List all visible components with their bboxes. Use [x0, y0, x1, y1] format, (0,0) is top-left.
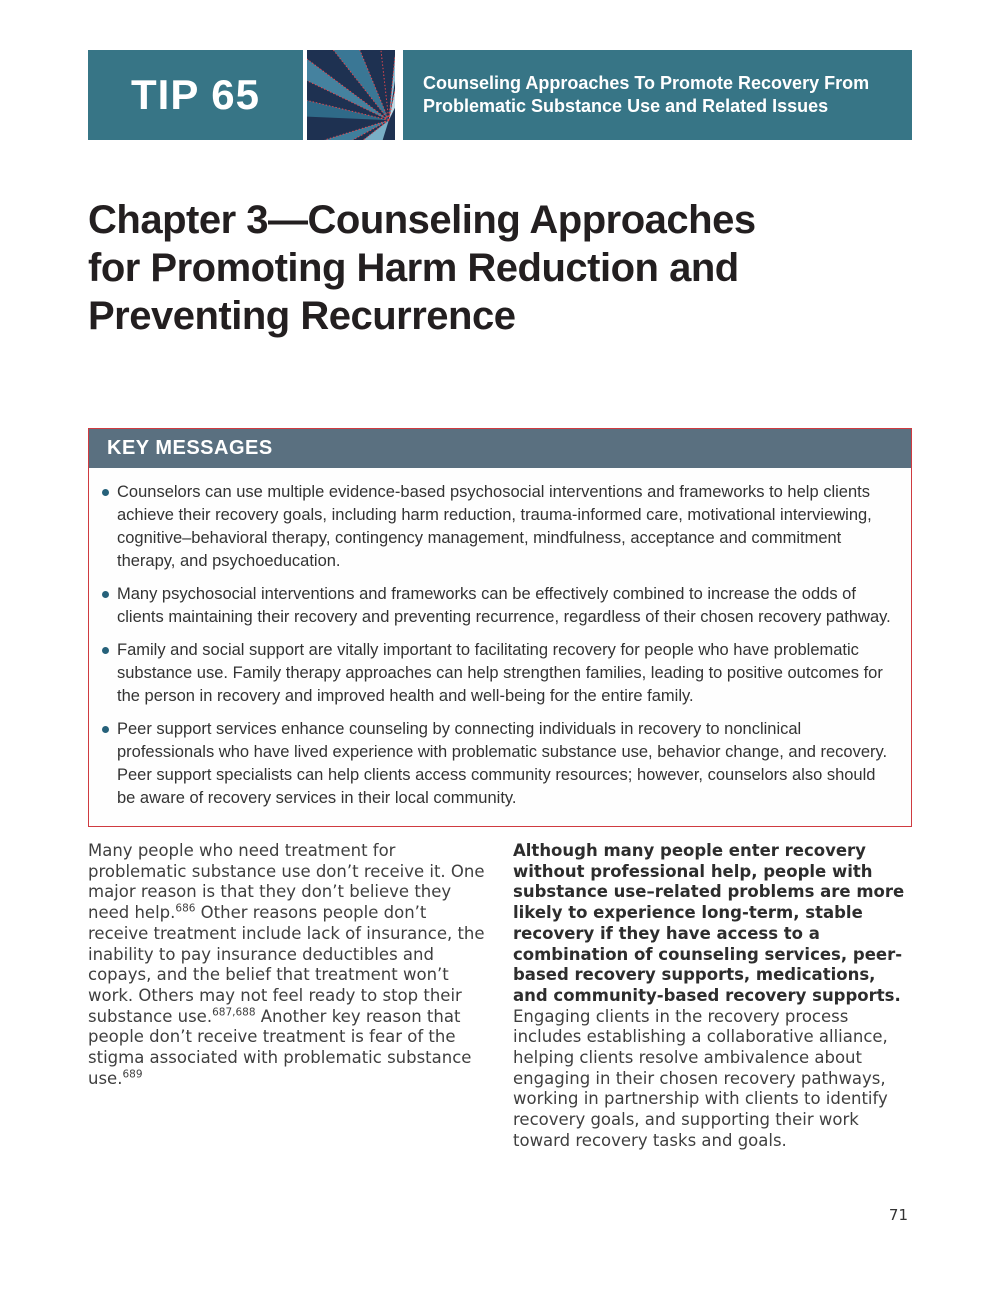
key-message-item — [102, 718, 895, 810]
bullet-dot-icon — [102, 726, 109, 733]
body-paragraph-left — [88, 841, 487, 1089]
page-number: 71 — [888, 1206, 908, 1224]
key-message-item — [102, 481, 895, 573]
key-message-item — [102, 639, 895, 708]
bullet-dot-icon — [102, 591, 109, 598]
tip-badge-label: TIP 65 — [131, 71, 260, 118]
page-header — [88, 50, 912, 140]
footnote-ref: 689 — [122, 1068, 143, 1081]
tip-badge — [88, 50, 303, 140]
chapter-title — [88, 196, 912, 340]
body-column-right — [513, 841, 912, 1152]
key-message-text: Counselors can use multiple evidence-based psychosocial interventions and frameworks to help clients achieve their recovery goals, including harm reduction, trauma-informed care, motivational interviewing, cognitive–behavioral therapy, contingency management, mindfulness, acceptance and commitment therapy, and psychoeducation. — [117, 483, 872, 570]
chapter-title-line-2: for Promoting Harm Reduction and — [88, 246, 739, 290]
footnote-ref: 687,688 — [212, 1006, 256, 1019]
body-column-left — [88, 841, 487, 1152]
banner-line-2: Problematic Substance Use and Related Issues — [423, 96, 829, 116]
key-message-text: Many psychosocial interventions and frameworks can be effectively combined to increase the odds of clients maintaining their recovery and preventing recurrence, regardless of their chosen recovery pathway. — [117, 585, 891, 626]
key-message-text: Family and social support are vitally important to facilitating recovery for people who have problematic substance use. Family therapy approaches can help strengthen families, leading to positive outcomes for the person in recovery and improved health and well-being for the entire family. — [117, 641, 883, 705]
key-messages-box — [88, 428, 912, 827]
body-text: Engaging clients in the recovery process includes establishing a collaborative alliance, helping clients resolve ambivalence about engaging in their chosen recovery pathways, working in partnership with clients to identify recovery goals, and supporting their work toward recovery tasks and goals. — [513, 1006, 888, 1150]
bullet-dot-icon — [102, 647, 109, 654]
chapter-title-line-1: Chapter 3—Counseling Approaches — [88, 198, 756, 242]
key-messages-heading: KEY MESSAGES — [89, 429, 911, 468]
key-messages-list — [89, 468, 911, 826]
banner-line-1: Counseling Approaches To Promote Recovery From — [423, 73, 870, 93]
body-text: Other reasons people don’t receive treatment include lack of insurance, the inability to pay insurance deductibles and copays, and the belief that treatment won’t work. Others may not feel ready to stop their substance use. — [88, 903, 485, 1026]
body-paragraph-right — [513, 841, 912, 1152]
key-message-item — [102, 583, 895, 629]
body-bold-lead: Although many people enter recovery without professional help, people with substance use–related problems are more likely to experience long-term, stable recovery if they have access to a combination of counseling services, peer-based recovery supports, medications, and community-based recovery supports. — [513, 841, 905, 1005]
body-text: Many people who need treatment for problematic substance use don’t receive it. One major reason is that they don’t believe they need help. — [88, 841, 485, 923]
chapter-title-line-3: Preventing Recurrence — [88, 294, 516, 338]
footnote-ref: 686 — [175, 902, 196, 915]
key-message-text: Peer support services enhance counseling by connecting individuals in recovery to nonclinical professionals who have lived experience with problematic substance use, behavior change, and recovery. Peer support specialists can help clients access community resources; however, counselors also should be aware of recovery services in their local community. — [117, 720, 888, 807]
tip-logo — [307, 50, 395, 140]
bullet-dot-icon — [102, 489, 109, 496]
body-columns — [88, 841, 912, 1152]
body-text: Another key reason that people don’t receive treatment is fear of the stigma associated with problematic substance use. — [88, 1006, 472, 1088]
header-banner — [403, 50, 912, 140]
abstract-rays-logo-icon — [307, 50, 395, 140]
